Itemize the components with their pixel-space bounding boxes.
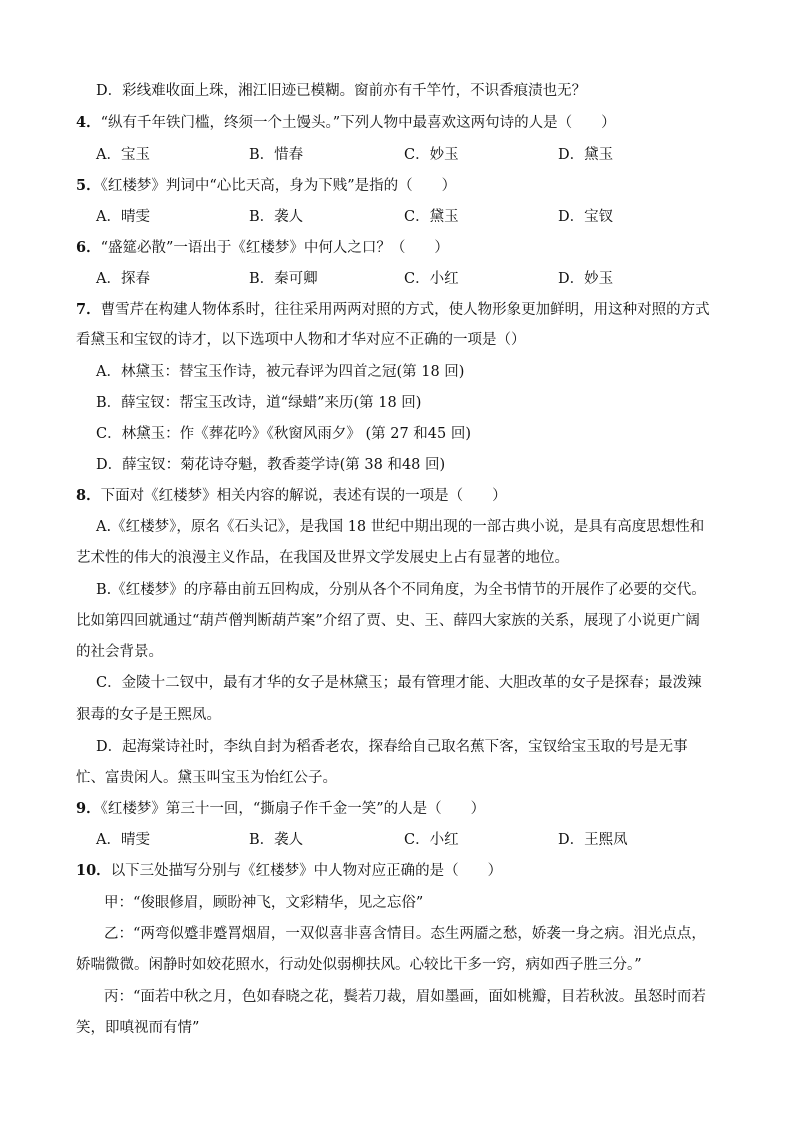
q7-option-a: A．林黛玉：替宝玉作诗，被元春评为四首之冠(第 18 回) xyxy=(96,364,465,380)
q5-option-b: B．袭人 xyxy=(249,209,304,225)
question-5 xyxy=(76,176,456,196)
question-8 xyxy=(76,486,507,506)
q10-passage-jia: 甲：“俊眼修眉，顾盼神飞，文彩精华，见之忘俗” xyxy=(104,895,424,911)
question-number: 5． xyxy=(76,177,101,194)
q8-option-c-line-2: 狠毒的女子是王熙凤。 xyxy=(76,707,221,723)
question-6 xyxy=(76,238,449,258)
question-number: 7． xyxy=(76,301,101,318)
question-number: 10． xyxy=(76,862,111,879)
q9-option-b: B．袭人 xyxy=(249,832,304,848)
q8-option-b-line-2: 比如第四回就通过“葫芦僧判断葫芦案”介绍了贾、史、王、薛四大家族的关系，展现了小说更广阔 xyxy=(76,613,700,629)
q3-option-d: D．彩线难收面上珠，湘江旧迹已模糊。窗前亦有千竿竹，不识香痕渍也无？ xyxy=(96,83,587,99)
question-number: 8． xyxy=(76,487,101,504)
q8-option-d-line-1: D．起海棠诗社时，李纨自封为稻香老农，探春给自己取名蕉下客，宝钗给宝玉取的号是无事 xyxy=(96,739,688,755)
question-9 xyxy=(76,799,485,819)
q9-option-d: D．王熙凤 xyxy=(558,832,628,848)
q5-option-a: A．晴雯 xyxy=(96,209,150,225)
q6-option-a: A．探春 xyxy=(96,271,150,287)
q10-passage-bing-line-1: 丙：“面若中秋之月，色如春晓之花，鬓若刀裁，眉如墨画，面如桃瓣，目若秋波。虽怒时而若 xyxy=(104,989,706,1005)
q8-option-c-line-1: C．金陵十二钗中，最有才华的女子是林黛玉；最有管理才能、大胆改革的女子是探春；最泼辣 xyxy=(96,675,702,691)
q8-option-d-line-2: 忙、富贵闲人。黛玉叫宝玉为怡红公子。 xyxy=(76,770,337,786)
q8-option-b-line-1: B.《红楼梦》的序幕由前五回构成，分别从各个不同角度，为全书情节的开展作了必要的交代。 xyxy=(96,582,706,598)
question-number: 6． xyxy=(76,239,101,256)
q7-option-b: B．薛宝钗：帮宝玉改诗，道“绿蜡”来历(第 18 回) xyxy=(96,395,422,411)
question-stem: 以下三处描写分别与《红楼梦》中人物对应正确的是（ ） xyxy=(110,863,503,879)
question-stem: 《红楼梦》第三十一回，“撕扇子作千金一笑”的人是（ ） xyxy=(100,801,486,817)
q4-option-c: C．妙玉 xyxy=(404,147,459,163)
question-stem-line-1: 曹雪芹在构建人物体系时，往往采用两两对照的方式，使人物形象更加鲜明，用这种对照的方式 xyxy=(100,302,710,318)
q8-option-a-line-2: 艺术性的伟大的浪漫主义作品，在我国及世界文学发展史上占有显著的地位。 xyxy=(76,550,569,566)
q7-option-c: C．林黛玉：作《葬花吟》《秋窗风雨夕》 (第 27 和45 回) xyxy=(96,426,471,442)
q5-option-d: D．宝钗 xyxy=(558,209,614,225)
q9-option-c: C．小红 xyxy=(404,832,459,848)
question-stem: “纵有千年铁门槛，终须一个土馒头。”下列人物中最喜欢这两句诗的人是（ ） xyxy=(100,115,616,131)
q4-option-a: A．宝玉 xyxy=(96,147,150,163)
q8-option-a-line-1: A.《红楼梦》，原名《石头记》，是我国 18 世纪中期出现的一部古典小说，是具有高度思想性和 xyxy=(96,519,705,535)
question-number: 9． xyxy=(76,800,101,817)
question-number: 4． xyxy=(76,114,101,131)
q7-option-d: D．薛宝钗：菊花诗夺魁，教香菱学诗(第 38 和48 回) xyxy=(96,457,446,473)
question-10 xyxy=(76,861,502,881)
q10-passage-yi-line-1: 乙：“两弯似蹙非蹙罥烟眉，一双似喜非喜含情目。态生两靥之愁，娇袭一身之病。泪光点点， xyxy=(104,926,706,942)
question-4 xyxy=(76,113,616,133)
question-stem: “盛筵必散”一语出于《红楼梦》中何人之口？（ ） xyxy=(100,240,449,256)
q9-option-a: A．晴雯 xyxy=(96,832,150,848)
q6-option-c: C．小红 xyxy=(404,271,459,287)
q4-option-b: B．惜春 xyxy=(249,147,304,163)
q4-option-d: D．黛玉 xyxy=(558,147,614,163)
q10-passage-bing-line-2: 笑，即嗔视而有情” xyxy=(76,1020,200,1036)
q6-option-b: B．秦可卿 xyxy=(249,271,318,287)
q10-passage-yi-line-2: 娇喘微微。闲静时如姣花照水，行动处似弱柳扶风。心较比干多一窍，病如西子胜三分。” xyxy=(76,957,642,973)
question-7 xyxy=(76,300,710,320)
q8-option-b-line-3: 的社会背景。 xyxy=(76,644,163,660)
q5-option-c: C．黛玉 xyxy=(404,209,459,225)
question-stem: 《红楼梦》判词中“心比天高，身为下贱”是指的（ ） xyxy=(100,178,457,194)
question-stem: 下面对《红楼梦》相关内容的解说，表述有误的一项是（ ） xyxy=(100,488,507,504)
q7-stem-line-2: 看黛玉和宝钗的诗才，以下选项中人物和才华对应不正确的一项是（） xyxy=(76,332,526,348)
q6-option-d: D．妙玉 xyxy=(558,271,614,287)
